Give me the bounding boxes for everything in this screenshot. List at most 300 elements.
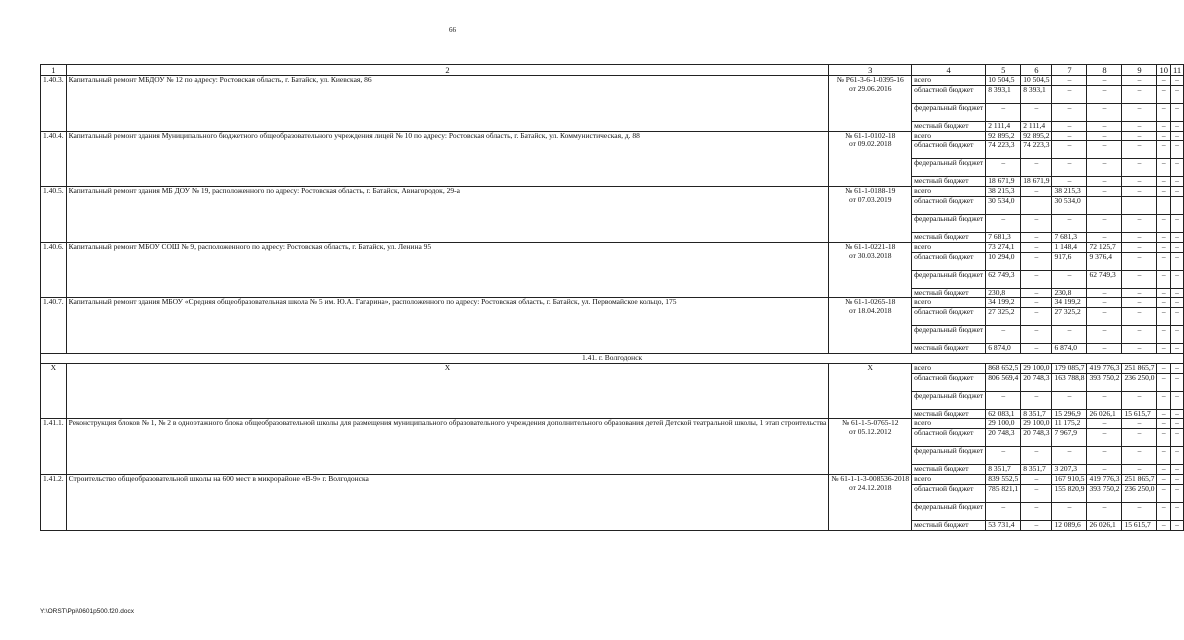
permit-cell: X [829, 363, 912, 419]
value-cell: 419 776,3 [1087, 363, 1122, 373]
value-cell: – [1122, 177, 1157, 187]
value-cell: – [1021, 270, 1052, 288]
value-cell: 419 776,3 [1087, 474, 1122, 484]
value-cell: 236 250,0 [1122, 484, 1157, 502]
value-cell: 393 750,2 [1087, 484, 1122, 502]
value-cell: – [1087, 131, 1122, 141]
header-col-9: 9 [1122, 65, 1157, 76]
value-cell: 1 148,4 [1052, 242, 1087, 252]
value-cell: – [1021, 288, 1052, 298]
funding-source: федеральный бюджет [912, 103, 986, 121]
value-cell: – [1157, 85, 1171, 103]
value-cell: – [1087, 298, 1122, 308]
funding-source: местный бюджет [912, 177, 986, 187]
value-cell: – [1157, 298, 1171, 308]
funding-source: всего [912, 76, 986, 86]
value-cell: – [1052, 121, 1087, 131]
value-cell: – [1087, 85, 1122, 103]
value-cell: – [1157, 76, 1171, 86]
value-cell: 18 671,9 [1021, 177, 1052, 187]
value-cell: 62 083,1 [986, 409, 1021, 419]
permit-number: № Р61-3-6-1-0395-16 [836, 75, 904, 84]
value-cell: – [1170, 177, 1183, 187]
funding-source: местный бюджет [912, 344, 986, 354]
funding-source: всего [912, 474, 986, 484]
value-cell: 30 534,0 [986, 196, 1021, 214]
value-cell: – [1157, 187, 1171, 197]
row-id: 1.40.4. [41, 131, 67, 187]
value-cell: – [1021, 232, 1052, 242]
permit-number: № 61-1-5-0765-12 [842, 418, 899, 428]
permit-date: от 30.03.2018 [848, 250, 892, 260]
value-cell: 30 534,0 [1052, 196, 1087, 214]
value-cell: 11 175,2 [1052, 419, 1087, 429]
value-cell: – [1122, 298, 1157, 308]
value-cell: 73 274,1 [986, 242, 1021, 252]
value-cell: – [1021, 502, 1052, 520]
value-cell: 7 967,9 [1052, 429, 1087, 447]
header-col-7: 7 [1052, 65, 1087, 76]
value-cell: – [1087, 326, 1122, 344]
value-cell: 92 895,2 [986, 131, 1021, 141]
value-cell: – [1157, 159, 1171, 177]
header-col-5: 5 [986, 65, 1021, 76]
value-cell: – [1170, 232, 1183, 242]
value-cell: – [1052, 214, 1087, 232]
value-cell: – [1157, 465, 1171, 475]
permit-cell [829, 419, 912, 475]
value-cell: – [1157, 131, 1171, 141]
value-cell: – [986, 159, 1021, 177]
budget-table [40, 64, 1184, 531]
value-cell: – [1087, 76, 1122, 86]
value-cell: – [1122, 270, 1157, 288]
funding-source: областной бюджет [912, 484, 986, 502]
value-cell: – [1087, 465, 1122, 475]
footer-path: Y:\ORST\Ppi\0601p500.f20.docx [40, 608, 134, 615]
value-cell: 20 748,3 [1021, 429, 1052, 447]
header-col-10: 10 [1157, 65, 1171, 76]
value-cell: 251 865,7 [1122, 474, 1157, 484]
value-cell: 34 199,2 [986, 298, 1021, 308]
value-cell: – [1157, 121, 1171, 131]
value-cell: – [1087, 159, 1122, 177]
header-col-6: 6 [1021, 65, 1052, 76]
value-cell: – [1122, 103, 1157, 121]
value-cell: – [1170, 465, 1183, 475]
row-id: 1.41.1. [41, 419, 67, 475]
value-cell: 839 552,5 [986, 474, 1021, 484]
object-name: Капитальный ремонт МБДОУ № 12 по адресу: Ростовская область, г. Батайск, ул. Киевская, 86 [66, 76, 829, 132]
value-cell: 15 296,9 [1052, 409, 1087, 419]
value-cell: 18 671,9 [986, 177, 1021, 187]
funding-source: областной бюджет [912, 196, 986, 214]
object-name: Капитальный ремонт здания МБ ДОУ № 19, расположенного по адресу: Ростовская область, г. Батайск, Авиагородок, 29-а [66, 187, 829, 243]
value-cell: – [1122, 187, 1157, 197]
value-cell: – [1170, 270, 1183, 288]
value-cell: – [986, 214, 1021, 232]
value-cell: – [1157, 409, 1171, 419]
funding-source: всего [912, 298, 986, 308]
value-cell: – [1122, 288, 1157, 298]
value-cell: – [1021, 484, 1052, 502]
object-name: Капитальный ремонт здания МБОУ «Средняя общеобразовательная школа № 5 им. Ю.А. Гагарина», расположенного по адресу: Ростовская область, г. Батайск, ул. Первомайское кольцо, 175 [66, 298, 829, 354]
value-cell: – [1021, 298, 1052, 308]
row-id: 1.40.7. [41, 298, 67, 354]
permit-date: от 29.06.2016 [848, 83, 892, 93]
value-cell: 10 294,0 [986, 252, 1021, 270]
table-row [41, 242, 1184, 252]
value-cell: – [1087, 103, 1122, 121]
value-cell: – [1157, 391, 1171, 409]
value-cell: 806 569,4 [986, 373, 1021, 391]
funding-source: федеральный бюджет [912, 391, 986, 409]
funding-source: областной бюджет [912, 308, 986, 326]
value-cell: – [1087, 391, 1122, 409]
value-cell: – [1170, 391, 1183, 409]
value-cell: – [1087, 344, 1122, 354]
value-cell: – [1052, 76, 1087, 86]
value-cell: – [1122, 141, 1157, 159]
value-cell: – [1087, 308, 1122, 326]
value-cell: – [1170, 214, 1183, 232]
value-cell: – [1170, 520, 1183, 530]
permit-cell [829, 187, 912, 243]
value-cell: – [1170, 141, 1183, 159]
value-cell: 53 731,4 [986, 520, 1021, 530]
value-cell: 785 821,1 [986, 484, 1021, 502]
table-row [41, 474, 1184, 484]
value-cell: – [1157, 141, 1171, 159]
value-cell: 10 504,5 [1021, 76, 1052, 86]
value-cell: 236 250,0 [1122, 373, 1157, 391]
value-cell: 62 749,3 [986, 270, 1021, 288]
funding-source: федеральный бюджет [912, 502, 986, 520]
value-cell: – [1170, 159, 1183, 177]
value-cell: – [1021, 103, 1052, 121]
value-cell: – [1170, 103, 1183, 121]
value-cell: – [1087, 288, 1122, 298]
permit-number: № 61-1-0221-18 [845, 241, 896, 251]
value-cell: 6 874,0 [986, 344, 1021, 354]
value-cell: 26 026,1 [1087, 409, 1122, 419]
value-cell: – [1170, 344, 1183, 354]
value-cell: – [1122, 308, 1157, 326]
value-cell: 74 223,3 [986, 141, 1021, 159]
funding-source: всего [912, 363, 986, 373]
value-cell: – [1052, 85, 1087, 103]
value-cell: 868 652,5 [986, 363, 1021, 373]
value-cell: – [1021, 474, 1052, 484]
value-cell: – [1021, 391, 1052, 409]
value-cell: – [1170, 474, 1183, 484]
funding-source: федеральный бюджет [912, 326, 986, 344]
value-cell: – [1052, 141, 1087, 159]
value-cell: – [1087, 502, 1122, 520]
value-cell: 34 199,2 [1052, 298, 1087, 308]
value-cell: 20 748,3 [1021, 373, 1052, 391]
value-cell: – [1157, 270, 1171, 288]
object-name: Реконструкция блоков № 1, № 2 в одноэтажного блока общеобразовательной школы для размещения муниципального образовательного учреждения дополнительного образования детей Детской театральной школы, 1 этап строительства [66, 419, 829, 475]
row-id: 1.40.6. [41, 242, 67, 298]
value-cell: – [1157, 474, 1171, 484]
value-cell: – [1087, 177, 1122, 187]
value-cell: – [1087, 141, 1122, 159]
value-cell: – [1021, 344, 1052, 354]
value-cell [1021, 196, 1052, 214]
value-cell: – [1052, 131, 1087, 141]
value-cell: – [1157, 103, 1171, 121]
header-col-4: 4 [912, 65, 986, 76]
value-cell: 230,8 [986, 288, 1021, 298]
value-cell: – [1087, 419, 1122, 429]
row-id: 1.41.2. [41, 474, 67, 530]
value-cell: 6 874,0 [1052, 344, 1087, 354]
header-col-3: 3 [829, 65, 912, 76]
value-cell: – [1087, 187, 1122, 197]
value-cell: – [1157, 373, 1171, 391]
object-name: X [66, 363, 829, 419]
value-cell: – [1170, 326, 1183, 344]
value-cell: – [1122, 242, 1157, 252]
value-cell: – [1122, 252, 1157, 270]
value-cell: – [1087, 429, 1122, 447]
value-cell: – [1122, 85, 1157, 103]
permit-number: № 61-1-1-3-008536-2018 [831, 473, 910, 483]
funding-source: областной бюджет [912, 373, 986, 391]
value-cell: 15 615,7 [1122, 409, 1157, 419]
value-cell: – [1122, 391, 1157, 409]
funding-source: местный бюджет [912, 465, 986, 475]
value-cell: – [1170, 308, 1183, 326]
value-cell: – [1052, 502, 1087, 520]
value-cell: 26 026,1 [1087, 520, 1122, 530]
value-cell: 179 085,7 [1052, 363, 1087, 373]
permit-cell [829, 242, 912, 298]
funding-source: всего [912, 419, 986, 429]
permit-cell [829, 474, 912, 530]
value-cell: – [1087, 121, 1122, 131]
value-cell: 7 681,3 [1052, 232, 1087, 242]
value-cell: – [1170, 252, 1183, 270]
funding-source: федеральный бюджет [912, 159, 986, 177]
value-cell: – [1170, 131, 1183, 141]
value-cell: 917,6 [1052, 252, 1087, 270]
permit-date: от 24.12.2018 [848, 482, 892, 492]
value-cell: – [1122, 214, 1157, 232]
value-cell: – [1157, 344, 1171, 354]
funding-source: местный бюджет [912, 288, 986, 298]
value-cell: – [1170, 298, 1183, 308]
value-cell [1087, 196, 1122, 214]
value-cell: – [1170, 447, 1183, 465]
value-cell: – [1122, 326, 1157, 344]
value-cell: – [1157, 429, 1171, 447]
page-number: 66 [449, 26, 456, 34]
table-row [41, 76, 1184, 86]
object-name: Капитальный ремонт МБОУ СОШ № 9, расположенного по адресу: Ростовская область, г. Батайск, ул. Ленина 95 [66, 242, 829, 298]
value-cell: 10 504,5 [986, 76, 1021, 86]
value-cell: 29 100,0 [1021, 419, 1052, 429]
value-cell: – [1157, 520, 1171, 530]
value-cell: – [1157, 326, 1171, 344]
permit-date: от 18.04.2018 [848, 306, 892, 316]
value-cell: 230,8 [1052, 288, 1087, 298]
value-cell: 38 215,3 [986, 187, 1021, 197]
value-cell: – [1170, 85, 1183, 103]
value-cell: – [1087, 232, 1122, 242]
section-title: 1.41. г. Волгодонск [41, 353, 1184, 363]
row-id: X [41, 363, 67, 419]
value-cell: – [1122, 131, 1157, 141]
value-cell: – [986, 326, 1021, 344]
value-cell: – [1157, 363, 1171, 373]
funding-source: федеральный бюджет [912, 270, 986, 288]
table-row [41, 363, 1184, 373]
permit-number: № 61-1-0188-19 [845, 186, 896, 196]
value-cell: 27 325,2 [986, 308, 1021, 326]
value-cell: – [1021, 214, 1052, 232]
value-cell: – [1122, 447, 1157, 465]
funding-source: местный бюджет [912, 409, 986, 419]
value-cell: – [1052, 391, 1087, 409]
value-cell: – [1157, 252, 1171, 270]
value-cell: – [1170, 484, 1183, 502]
header-col-1: 1 [41, 65, 67, 76]
value-cell: – [1021, 308, 1052, 326]
value-cell: – [1170, 502, 1183, 520]
value-cell [1122, 196, 1157, 214]
funding-source: местный бюджет [912, 121, 986, 131]
value-cell: 29 100,0 [986, 419, 1021, 429]
value-cell: – [1157, 419, 1171, 429]
value-cell: – [986, 447, 1021, 465]
funding-source: областной бюджет [912, 141, 986, 159]
value-cell: – [1170, 363, 1183, 373]
value-cell: 167 910,5 [1052, 474, 1087, 484]
header-row [41, 65, 1184, 76]
value-cell: – [1122, 429, 1157, 447]
value-cell: 8 351,7 [986, 465, 1021, 475]
permit-date: от 09.02.2018 [848, 139, 892, 149]
value-cell: 20 748,3 [986, 429, 1021, 447]
value-cell: – [1052, 326, 1087, 344]
object-name: Строительство общеобразовательной школы на 600 мест в микрорайоне «В-9» г. Волгодонска [66, 474, 829, 530]
value-cell: – [1170, 76, 1183, 86]
value-cell: – [1170, 187, 1183, 197]
value-cell: – [1052, 447, 1087, 465]
value-cell: 155 820,9 [1052, 484, 1087, 502]
table-row [41, 187, 1184, 197]
header-col-11: 11 [1170, 65, 1183, 76]
value-cell: – [1021, 520, 1052, 530]
value-cell: 8 351,7 [1021, 409, 1052, 419]
header-col-2: 2 [66, 65, 829, 76]
value-cell: – [986, 391, 1021, 409]
permit-cell [829, 131, 912, 187]
value-cell: – [1170, 242, 1183, 252]
permit-number: № 61-1-0265-18 [845, 297, 896, 307]
value-cell: – [1052, 103, 1087, 121]
funding-source: всего [912, 242, 986, 252]
value-cell: 38 215,3 [1052, 187, 1087, 197]
permit-number: № 61-1-0102-18 [845, 130, 896, 140]
value-cell: 7 681,3 [986, 232, 1021, 242]
value-cell: 29 100,0 [1021, 363, 1052, 373]
value-cell: 8 393,1 [1021, 85, 1052, 103]
value-cell: – [1087, 447, 1122, 465]
value-cell: – [1157, 242, 1171, 252]
value-cell: 2 111,4 [986, 121, 1021, 131]
value-cell: 12 089,6 [1052, 520, 1087, 530]
funding-source: всего [912, 187, 986, 197]
value-cell: – [1157, 447, 1171, 465]
section-row [41, 353, 1184, 363]
value-cell: – [1157, 214, 1171, 232]
value-cell: – [1021, 159, 1052, 177]
value-cell: – [1170, 288, 1183, 298]
value-cell [1157, 196, 1171, 214]
object-name: Капитальный ремонт здания Муниципального бюджетного общеобразовательного учреждения лицей № 10 по адресу: Ростовская область, г. Батайск, ул. Коммунистическая, д. 88 [66, 131, 829, 187]
funding-source: федеральный бюджет [912, 214, 986, 232]
value-cell: – [1122, 76, 1157, 86]
permit-cell [829, 298, 912, 354]
value-cell: 15 615,7 [1122, 520, 1157, 530]
value-cell: 74 223,3 [1021, 141, 1052, 159]
value-cell: 393 750,2 [1087, 373, 1122, 391]
value-cell: – [986, 502, 1021, 520]
value-cell [1170, 196, 1183, 214]
value-cell: – [1052, 159, 1087, 177]
value-cell: 8 393,1 [986, 85, 1021, 103]
value-cell: – [1157, 232, 1171, 242]
value-cell: – [1021, 187, 1052, 197]
value-cell: – [1170, 121, 1183, 131]
permit-cell [829, 76, 912, 132]
value-cell: – [1157, 484, 1171, 502]
permit-date: от 07.03.2019 [848, 194, 892, 204]
value-cell: – [1157, 288, 1171, 298]
value-cell: – [1170, 419, 1183, 429]
value-cell: – [1122, 232, 1157, 242]
row-id: 1.40.3. [41, 76, 67, 132]
value-cell: – [1122, 159, 1157, 177]
funding-source: местный бюджет [912, 232, 986, 242]
value-cell: – [1021, 252, 1052, 270]
value-cell: 8 351,7 [1021, 465, 1052, 475]
funding-source: всего [912, 131, 986, 141]
value-cell: 9 376,4 [1087, 252, 1122, 270]
value-cell: – [1052, 177, 1087, 187]
permit-date: от 05.12.2012 [848, 427, 892, 437]
value-cell: 62 749,3 [1087, 270, 1122, 288]
funding-source: областной бюджет [912, 252, 986, 270]
funding-source: областной бюджет [912, 429, 986, 447]
value-cell: – [1122, 344, 1157, 354]
value-cell: – [1157, 308, 1171, 326]
value-cell: – [1122, 121, 1157, 131]
value-cell: 92 895,2 [1021, 131, 1052, 141]
funding-source: местный бюджет [912, 520, 986, 530]
value-cell: – [986, 103, 1021, 121]
row-id: 1.40.5. [41, 187, 67, 243]
value-cell: – [1122, 465, 1157, 475]
funding-source: федеральный бюджет [912, 447, 986, 465]
value-cell: – [1021, 326, 1052, 344]
value-cell: 2 111,4 [1021, 121, 1052, 131]
value-cell: – [1087, 214, 1122, 232]
value-cell: – [1170, 429, 1183, 447]
